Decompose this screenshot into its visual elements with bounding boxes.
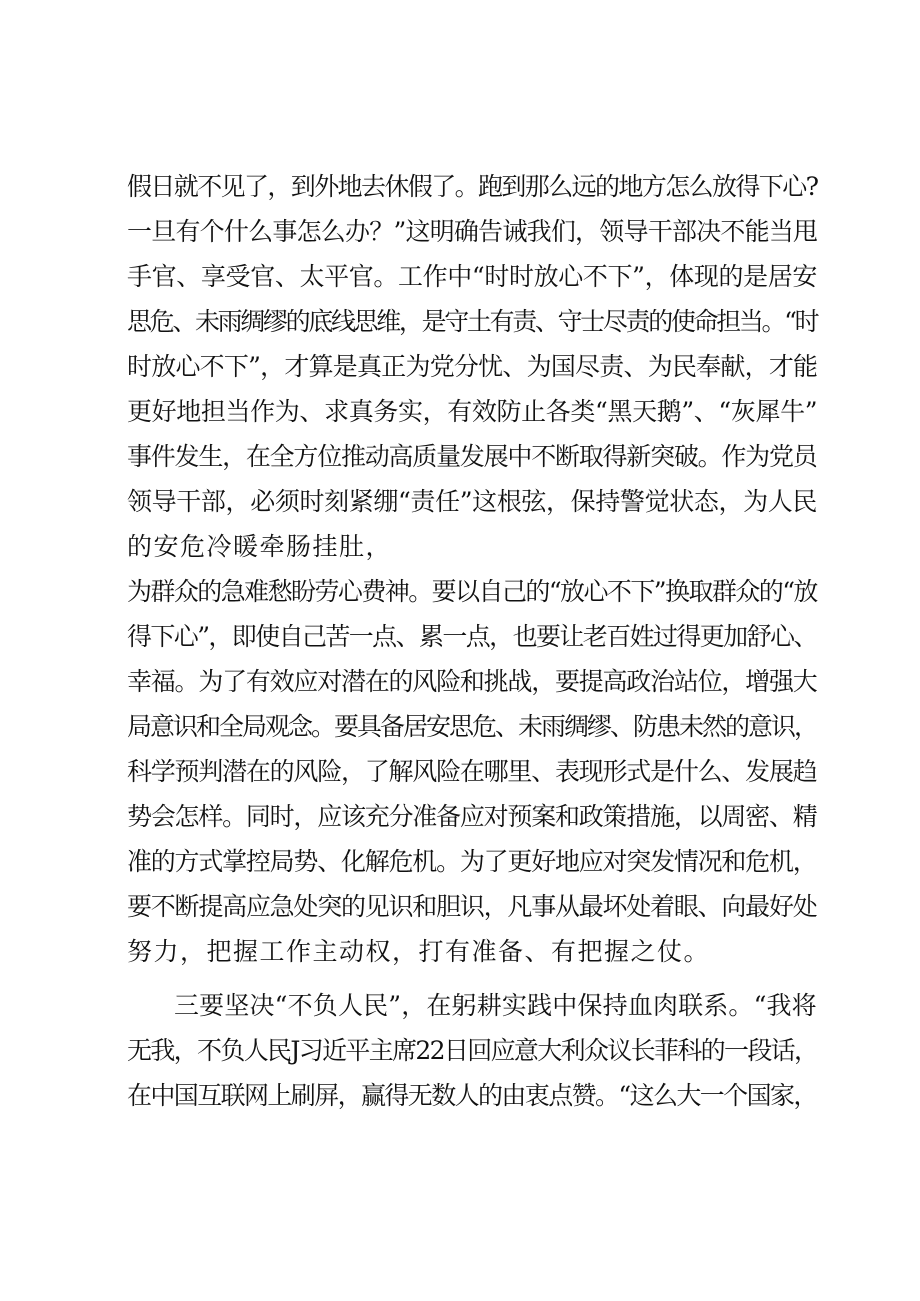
text-line: 要不断提高应急处突的见识和胆识，凡事从最坏处着眼、向最好处 bbox=[127, 892, 817, 921]
text-line: 假日就不见了，到外地去休假了。跑到那么远的地方怎么放得下心? bbox=[127, 172, 818, 201]
text-line: 势会怎样。同时，应该充分准备应对预案和政策措施，以周密、精 bbox=[127, 802, 817, 831]
text-line: 准的方式掌控局势、化解危机。为了更好地应对突发情况和危机， bbox=[127, 847, 817, 876]
text-line: 幸福。为了有效应对潜在的风险和挑战，要提高政治站位，增强大 bbox=[127, 667, 817, 696]
paragraph-start-line: 三要坚决“不负人民”，在躬耕实践中保持血肉联系。“我将 bbox=[174, 991, 817, 1020]
text-line: 时放心不下”，才算是真正为党分忧、为国尽责、为民奉献，才能 bbox=[127, 352, 818, 381]
text-line: 的安危冷暖牵肠挂肚， bbox=[127, 532, 393, 561]
text-line: 无我，不负人民J习近平主席22日回应意大利众议长菲科的一段话， bbox=[127, 1036, 818, 1065]
text-line: 科学预判潜在的风险，了解风险在哪里、表现形式是什么、发展趋 bbox=[127, 757, 817, 786]
text-line: 在中国互联网上刷屏，赢得无数人的由衷点赞。“这么大一个国家， bbox=[127, 1081, 817, 1110]
text-line: 为群众的急难愁盼劳心费神。要以自己的“放心不下”换取群众的“放 bbox=[127, 577, 817, 606]
text-line: 更好地担当作为、求真务实，有效防止各类“黑天鹅”、“灰犀牛” bbox=[127, 397, 818, 426]
text-line: 事件发生，在全方位推动高质量发展中不断取得新突破。作为党员 bbox=[127, 442, 817, 471]
text-line: 思危、未雨绸缪的底线思维，是守土有责、守士尽责的使命担当。“时 bbox=[127, 307, 818, 336]
text-line: 局意识和全局观念。要具备居安思危、未雨绸缪、防患未然的意识， bbox=[127, 712, 818, 741]
text-line: 得下心”，即使自己苦一点、累一点，也要让老百姓过得更加舒心、 bbox=[127, 622, 817, 651]
text-line: 领导干部，必须时刻紧绷“责任”这根弦，保持警觉状态，为人民 bbox=[127, 487, 818, 516]
text-line: 一旦有个什么事怎么办？”这明确告诫我们，领导干部决不能当甩 bbox=[127, 217, 818, 246]
text-line: 手官、享受官、太平官。工作中“时时放心不下”，体现的是居安 bbox=[127, 262, 818, 291]
text-line: 努力，把握工作主动权，打有准备、有把握之仗。 bbox=[127, 937, 711, 966]
